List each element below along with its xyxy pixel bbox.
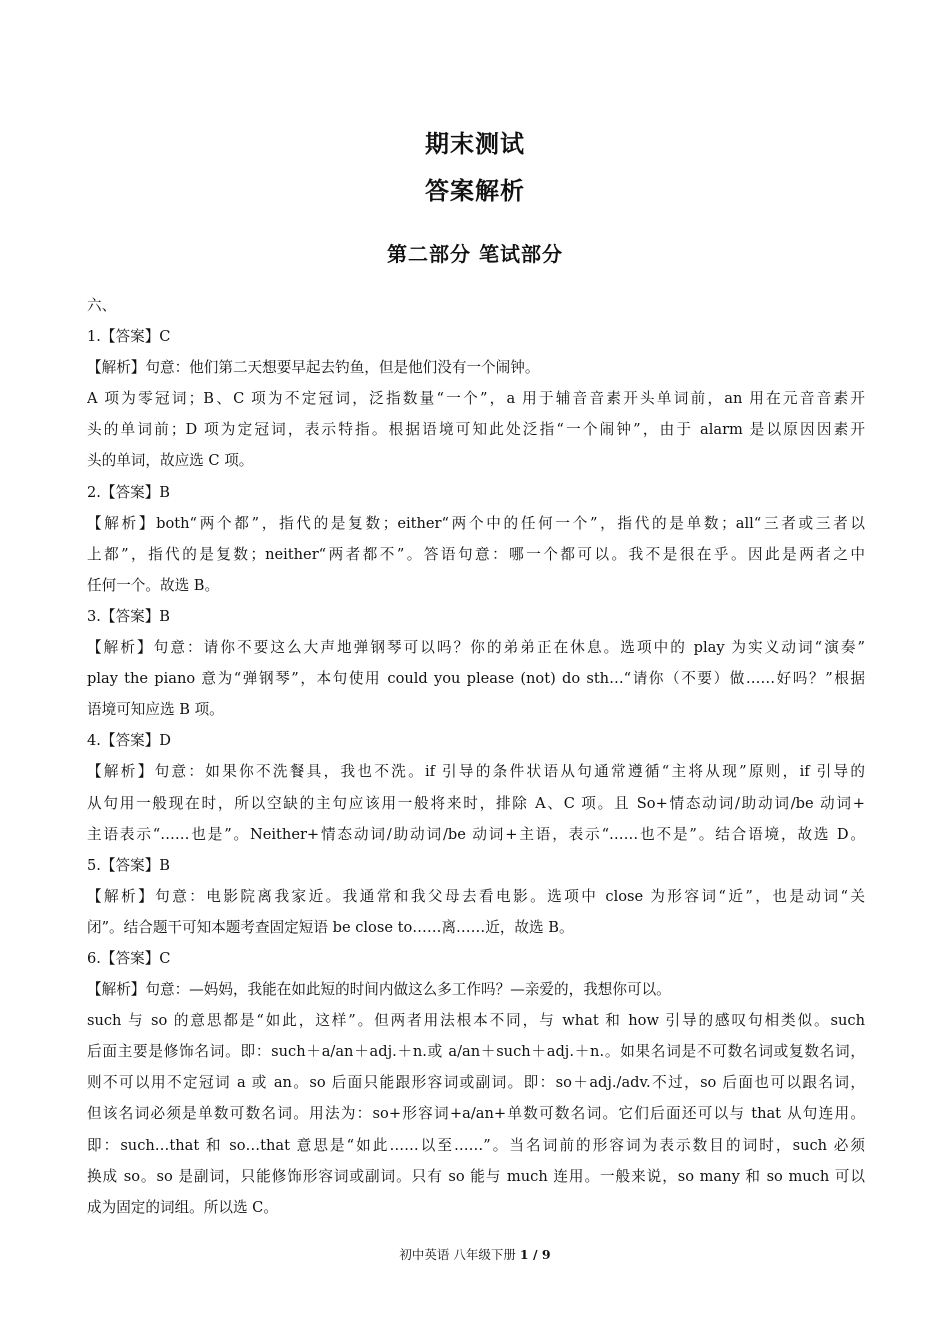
page-subtitle: 答案解析 [425, 177, 525, 205]
answer-4: 4.【答案】D [87, 732, 171, 750]
section-heading: 第二部分 笔试部分 [387, 242, 563, 266]
analysis-2-line: 任何一个。故选 B。 [87, 576, 220, 594]
analysis-6-line: 换成 so。so 是副词，只能修饰形容词或副词。只有 so 能与 much 连用。一般来说，so many 和 so much 可以 [87, 1167, 865, 1185]
footer-text: 初中英语 八年级下册 [399, 1247, 516, 1262]
answer-5: 5.【答案】B [87, 856, 171, 874]
analysis-3-line: play the piano 意为“弹钢琴”，本句使用 could you please (not) do sth…“请你（不要）做……好吗？”根据 [87, 670, 865, 688]
analysis-6: 【解析】句意：—妈妈，我能在如此短的时间内做这么多工作吗？—亲爱的，我想你可以。 [87, 981, 671, 999]
answer-2: 2.【答案】B [87, 483, 171, 501]
analysis-1-line: A 项为零冠词；B、C 项为不定冠词，泛指数量“一个”，a 用于辅音音素开头单词前，an 用在元音音素开 [87, 390, 865, 408]
analysis-3: 【解析】句意：请你不要这么大声地弹钢琴可以吗？你的弟弟正在休息。选项中的 play 为实义动词“演奏” [87, 639, 865, 657]
analysis-6-line: 则不可以用不定冠词 a 或 an。so 后面只能跟形容词或副词。即：so＋adj./adv.不过，so 后面也可以跟名词， [87, 1074, 865, 1092]
analysis-4-line: 主语表示“……也是”。Neither+情态动词/助动词/be 动词+主语，表示“……也不是”。结合语境，故选 D。 [87, 825, 865, 843]
analysis-1: 【解析】句意：他们第二天想要早起去钓鱼，但是他们没有一个闹钟。 [87, 359, 540, 377]
analysis-6-line: such 与 so 的意思都是“如此，这样”。但两者用法根本不同，与 what 和 how 引导的感叹句相类似。such [87, 1012, 865, 1030]
answer-6: 6.【答案】C [87, 949, 171, 967]
analysis-4: 【解析】句意：如果你不洗餐具，我也不洗。if 引导的条件状语从句通常遵循“主将从现”原则，if 引导的 [87, 763, 865, 781]
analysis-6-line: 即：such…that 和 so…that 意思是“如此……以至……”。当名词前的形容词为表示数目的词时，such 必须 [87, 1136, 865, 1154]
answer-1: 1.【答案】C [87, 328, 171, 346]
page-title: 期末测试 [425, 130, 525, 158]
section-number: 六、 [87, 297, 117, 314]
analysis-5: 【解析】句意：电影院离我家近。我通常和我父母去看电影。选项中 close 为形容词“近”，也是动词“关 [87, 887, 865, 905]
page-number: 1 / 9 [519, 1247, 551, 1262]
analysis-6-line: 后面主要是修饰名词。即：such＋a/an＋adj.＋n.或 a/an＋such＋adj.＋n.。如果名词是不可数名词或复数名词， [87, 1043, 865, 1061]
analysis-6-line: 但该名词必须是单数可数名词。用法为：so+形容词+a/an+单数可数名词。它们后面还可以与 that 从句连用。 [87, 1105, 865, 1123]
analysis-1-line: 头的单词，故应选 C 项。 [87, 452, 254, 470]
analysis-1-line: 头的单词前；D 项为定冠词，表示特指。根据语境可知此处泛指“一个闹钟”，由于 alarm 是以原因因素开 [87, 421, 865, 439]
analysis-6-line: 成为固定的词组。所以选 C。 [87, 1198, 278, 1216]
page-footer [0, 1245, 950, 1263]
analysis-2: 【解析】both“两个都”，指代的是复数；either“两个中的任何一个”，指代的是单数；all“三者或三者以 [87, 514, 865, 532]
analysis-3-line: 语境可知应选 B 项。 [87, 701, 224, 719]
analysis-2-line: 上都”，指代的是复数；neither“两者都不”。答语句意：哪一个都可以。我不是很在乎。因此是两者之中 [87, 545, 865, 563]
analysis-4-line: 从句用一般现在时，所以空缺的主句应该用一般将来时，排除 A、C 项。且 So+情态动词/助动词/be 动词+ [87, 794, 865, 812]
answer-body [87, 290, 865, 1223]
answer-3: 3.【答案】B [87, 607, 171, 625]
analysis-5-line: 闭”。结合题干可知本题考查固定短语 be close to……离……近，故选 B。 [87, 918, 574, 936]
